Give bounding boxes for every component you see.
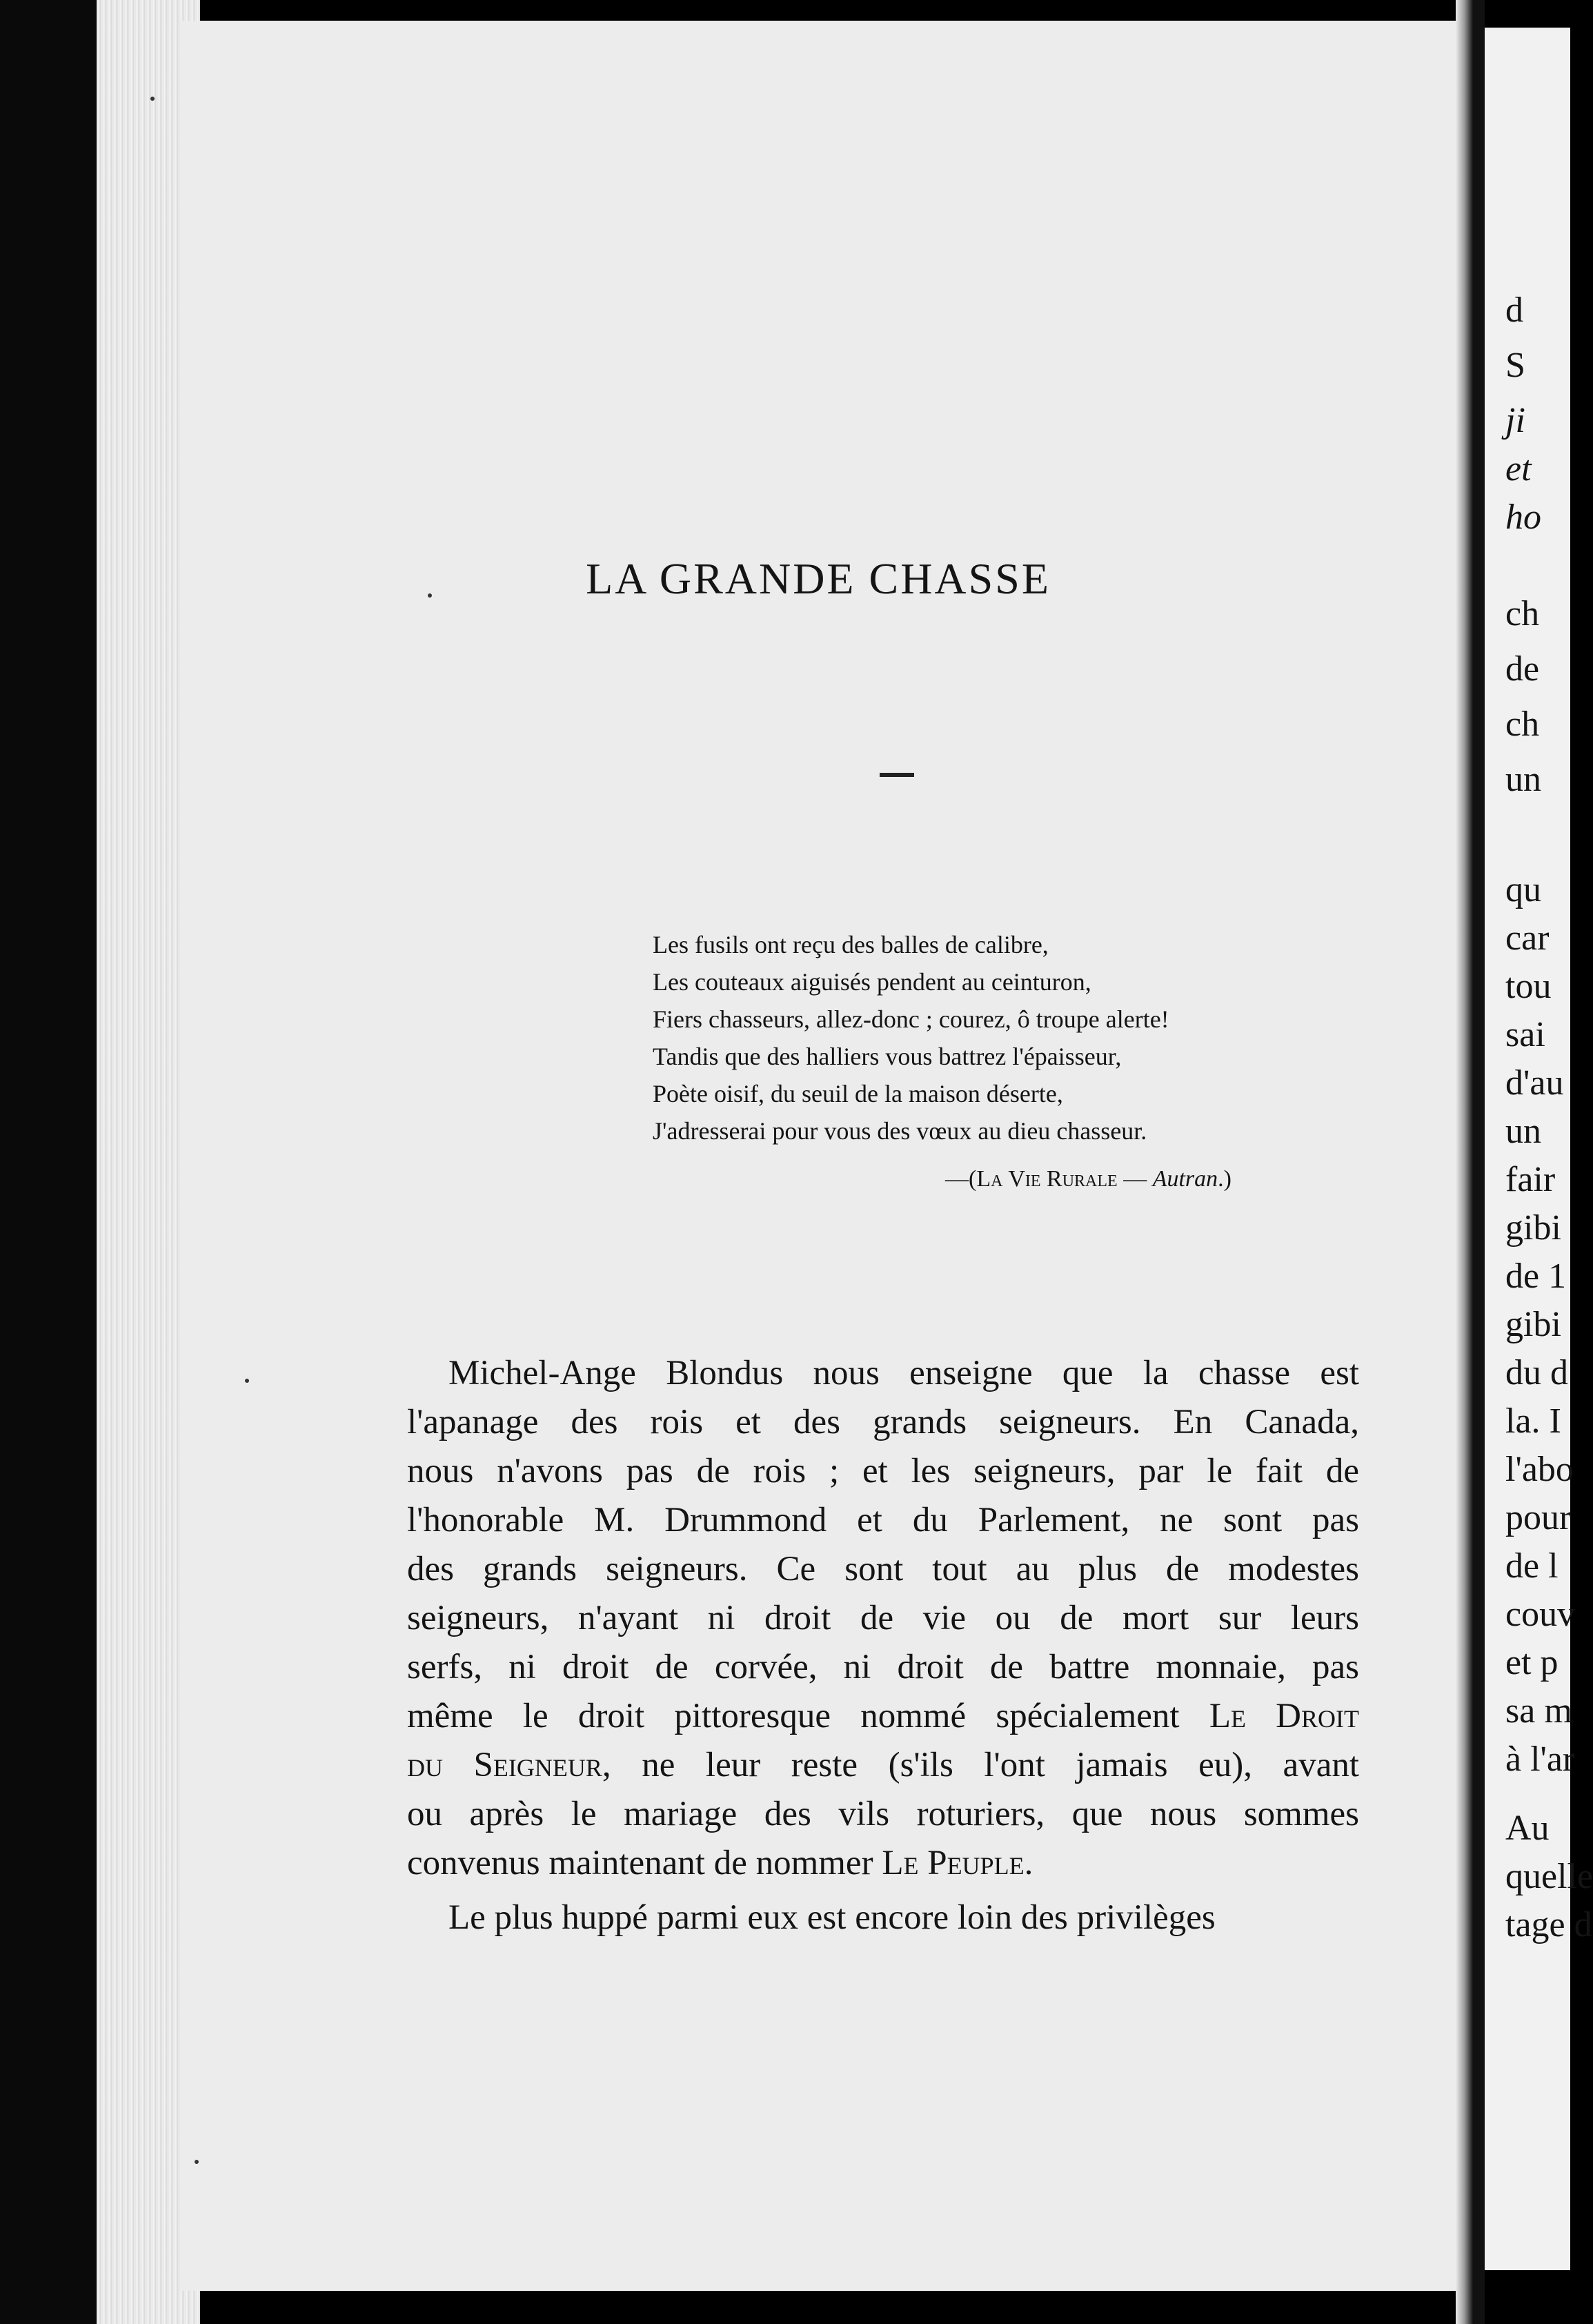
right-page-line: du d [1505, 1353, 1568, 1392]
right-page-line: ch [1505, 705, 1540, 744]
right-page-line: fair [1505, 1160, 1556, 1199]
body-text [407, 1349, 1359, 1942]
right-page-line: car [1505, 918, 1550, 958]
right-page-line: Au [1505, 1809, 1550, 1848]
attribution-suffix: .) [1218, 1166, 1231, 1192]
body-line: l'apanage des rois et des grands seigneurs. En Canada, [407, 1403, 1359, 1441]
right-page-line: tou [1505, 967, 1552, 1006]
right-page-line: ho [1505, 498, 1541, 537]
body-line: Le plus huppé parmi eux est encore loin des privilèges [448, 1898, 1216, 1937]
right-page-line: de [1505, 649, 1540, 689]
right-page-line: un [1505, 1112, 1541, 1151]
body-line: nous n'avons pas de rois ; et les seigneurs, par le fait de [407, 1452, 1359, 1490]
body-line: serfs, ni droit de corvée, ni droit de battre monnaie, pas [407, 1648, 1359, 1686]
attribution-dash: — [1117, 1166, 1153, 1192]
body-line: l'honorable M. Drummond et du Parlement, ne sont pas [407, 1501, 1359, 1539]
right-page-line: couv [1505, 1595, 1576, 1634]
right-page-line: un [1505, 760, 1541, 799]
body-line [407, 1839, 1359, 1888]
paper-speck [150, 97, 155, 101]
right-page-line: de l [1505, 1546, 1559, 1586]
right-page-line: sai [1505, 1015, 1545, 1054]
body-line-text: même le droit pittoresque nommé spécialement [407, 1697, 1180, 1735]
body-line [407, 1741, 1359, 1790]
epigraph-line: Tandis que des halliers vous battrez l'épaisseur, [653, 1043, 1122, 1070]
right-page-line: gibi [1505, 1208, 1561, 1248]
right-page-line: qu [1505, 870, 1541, 909]
paper-speck [428, 593, 432, 598]
right-page-line: ch [1505, 594, 1540, 633]
right-page-line: gibi [1505, 1305, 1561, 1344]
right-page-line: et p [1505, 1643, 1559, 1682]
right-page-line: la. I [1505, 1401, 1561, 1441]
right-page-line: quelle [1505, 1857, 1593, 1896]
attribution-prefix: —( [945, 1166, 977, 1192]
epigraph-line: Les fusils ont reçu des balles de calibre, [653, 931, 1049, 958]
title-separator [880, 773, 914, 777]
attribution-work: La Vie Rurale [976, 1166, 1118, 1192]
body-line: des grands seigneurs. Ce sont tout au plus de modestes [407, 1550, 1359, 1588]
body-line: Michel-Ange Blondus nous enseigne que la chasse est [448, 1354, 1359, 1392]
left-scan-margin [0, 0, 110, 2324]
le-peuple-smallcaps: Le Peuple [882, 1844, 1025, 1882]
right-page-line: tage d [1505, 1905, 1592, 1944]
right-page-line: l'abo [1505, 1450, 1574, 1489]
epigraph [653, 926, 1343, 1150]
attribution-author: Autran [1152, 1166, 1218, 1192]
right-page-line: pour [1505, 1498, 1572, 1537]
epigraph-attribution [945, 1166, 1359, 1192]
right-page-fragment [1485, 28, 1593, 2270]
paper-speck [245, 1379, 249, 1383]
right-page-line: de 1 [1505, 1257, 1567, 1296]
right-page-line: et [1505, 449, 1532, 489]
right-page-line: à l'ar [1505, 1740, 1575, 1779]
book-spine [1456, 0, 1485, 2324]
body-line-end: . [1024, 1844, 1033, 1882]
le-droit-smallcaps: Le Droit [1209, 1697, 1359, 1735]
epigraph-line: Fiers chasseurs, allez-donc ; courez, ô troupe alerte! [653, 1005, 1169, 1033]
paper-speck [195, 2160, 199, 2164]
du-seigneur-smallcaps: du Seigneur [407, 1746, 602, 1784]
chapter-title: LA GRANDE CHASSE [586, 554, 1051, 603]
right-page-line: sa m [1505, 1691, 1572, 1731]
epigraph-line: Poète oisif, du seuil de la maison déserte, [653, 1080, 1063, 1107]
epigraph-line: J'adresserai pour vous des vœux au dieu chasseur. [653, 1117, 1147, 1145]
right-page-line: ji [1505, 401, 1525, 440]
right-page-line: S [1505, 346, 1525, 385]
right-page-line: d'au [1505, 1063, 1564, 1103]
left-page [181, 21, 1456, 2291]
body-line-text: convenus maintenant de nommer [407, 1844, 873, 1882]
body-line [407, 1692, 1359, 1741]
body-line: seigneurs, n'ayant ni droit de vie ou de mort sur leurs [407, 1599, 1359, 1637]
body-line-text: , ne leur reste (s'ils l'ont jamais eu), avant [602, 1746, 1359, 1784]
epigraph-line: Les couteaux aiguisés pendent au ceinturon, [653, 968, 1091, 996]
right-page-line: d [1505, 290, 1523, 330]
body-line: ou après le mariage des vils roturiers, que nous sommes [407, 1795, 1359, 1833]
